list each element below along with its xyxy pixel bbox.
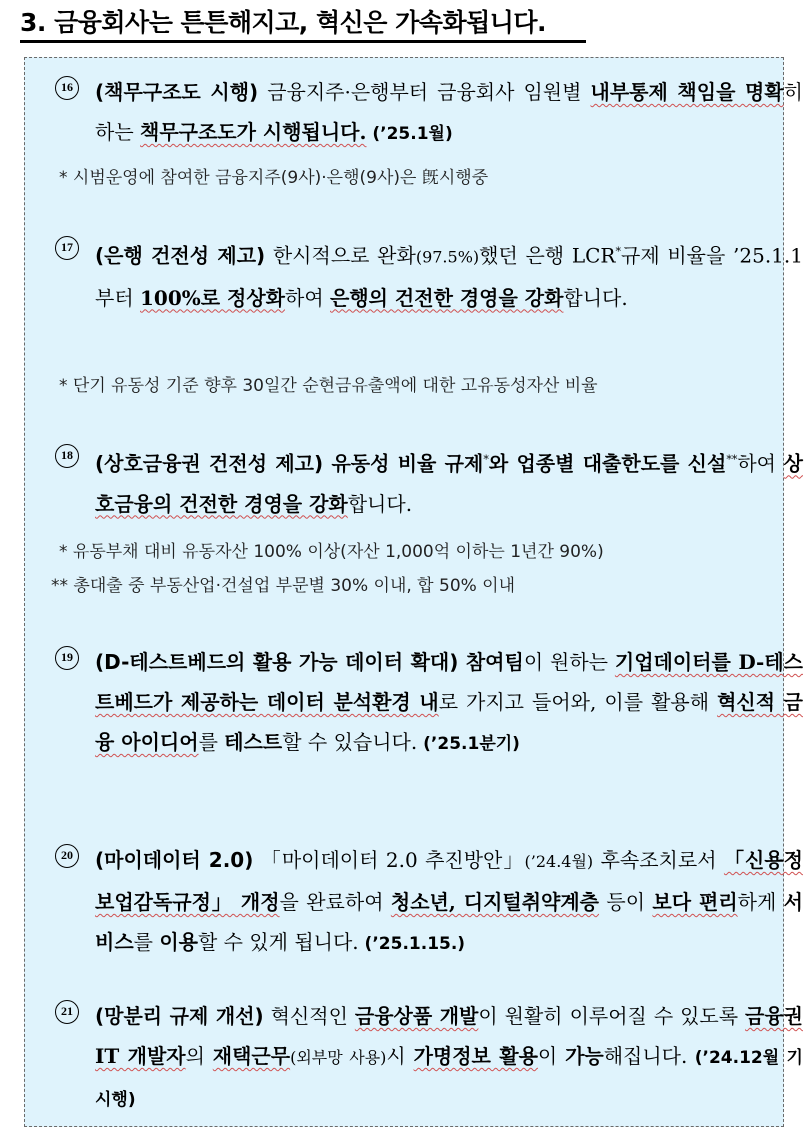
text: 할 수 있습니다. <box>282 730 418 754</box>
item-label: (상호금융권 건전성 제고) <box>95 451 324 476</box>
text: 을 완료하여 <box>279 890 391 914</box>
item-21-text <box>95 996 803 1120</box>
text: 합니다. <box>563 285 628 310</box>
note-16: * 시범운영에 참여한 금융지주(9사)·은행(9사)은 旣시행중 <box>59 168 489 188</box>
date: (’25.1.15.) <box>358 934 466 954</box>
date: (’24.12월 기시행) <box>95 1048 803 1110</box>
text: 이용 <box>159 930 198 954</box>
item-19 <box>55 642 803 764</box>
text: 시 <box>386 1044 414 1068</box>
item-16 <box>55 72 803 154</box>
text: 한시적으로 완화 <box>265 243 416 268</box>
note-18a: * 유동부채 대비 유동자산 100% 이상(자산 1,000억 이하는 1년간 90%) <box>59 542 604 562</box>
text: 금융상품 개발 <box>354 1004 479 1028</box>
circled-number: 19 <box>55 646 79 670</box>
text: 상호금융의 건전한 경영을 강화 <box>95 451 803 516</box>
circled-number: 18 <box>55 444 79 468</box>
footnote-mark: * <box>483 453 489 466</box>
text: 후속조치로서 <box>593 848 724 872</box>
text: 테스트 <box>224 730 283 754</box>
text: 등이 <box>599 890 653 914</box>
item-19-text <box>95 642 803 764</box>
item-18-text <box>95 440 803 524</box>
title-underline <box>20 40 586 43</box>
text: 이 원활히 이루어질 수 있도록 <box>478 1004 746 1028</box>
text: 로 가지고 들어와, 이를 활용해 <box>438 690 718 714</box>
text: 의 <box>185 1044 213 1068</box>
item-20-text <box>95 840 803 964</box>
text: 혁신적인 <box>263 1004 355 1028</box>
item-label: (망분리 규제 개선) <box>95 1004 264 1028</box>
text: 와 업종별 대출한도를 신설 <box>488 451 727 476</box>
item-17-text <box>95 232 803 318</box>
text: (97.5%) <box>415 247 480 267</box>
item-21 <box>55 996 803 1120</box>
text: (’24.4월) <box>524 852 594 871</box>
circled-number: 20 <box>55 844 79 868</box>
text: 100%로 정상화 <box>140 285 285 310</box>
note-18b: ** 총대출 중 부동산업·건설업 부문별 30% 이내, 합 50% 이내 <box>51 576 516 596</box>
text: 하여 <box>285 285 330 310</box>
item-17 <box>55 232 803 318</box>
circled-number: 17 <box>55 236 79 260</box>
text: 보다 편리 <box>652 890 738 914</box>
section-title: 3. 금융회사는 튼튼해지고, 혁신은 가속화됩니다. <box>20 8 547 37</box>
text: 「마이데이터 2.0 추진방안」 <box>253 848 525 872</box>
text: 할 수 있게 됩니다. <box>197 930 359 954</box>
circled-number: 16 <box>55 76 79 100</box>
note-17: * 단기 유동성 기준 향후 30일간 순현금유출액에 대한 고유동성자산 비율 <box>59 376 598 396</box>
content-box <box>24 57 803 1127</box>
date: (’25.1월) <box>366 124 453 144</box>
text: 했던 은행 LCR <box>479 243 616 268</box>
footnote-mark: ** <box>726 453 738 466</box>
item-label: (은행 건전성 제고) <box>95 243 266 268</box>
text: 하게 <box>737 890 784 914</box>
text: 를 <box>198 730 225 754</box>
text: 하여 <box>737 451 784 476</box>
text: 책무구조도가 시행됩니다. <box>140 120 367 144</box>
text: 유동성 비율 규제 <box>323 451 484 476</box>
text: 「신용정보업감독규정」 개정 <box>95 848 803 914</box>
text: 가명정보 활용 <box>413 1044 538 1068</box>
date: (’25.1분기) <box>417 734 520 754</box>
text: 규제 비율을 ’25.1.1부터 <box>95 243 803 310</box>
item-16-text <box>95 72 803 154</box>
text: 이 <box>537 1044 566 1068</box>
text: 이 원하는 <box>523 650 615 674</box>
text: 합니다. <box>347 491 413 516</box>
text: 혁신적 금융 아이디어 <box>95 690 803 754</box>
text: 가능 <box>565 1044 604 1068</box>
text: 참여팀 <box>458 650 524 674</box>
item-20 <box>55 840 803 964</box>
footnote-mark: * <box>615 245 621 258</box>
text: 금융지주·은행부터 금융회사 임원별 <box>258 80 591 104</box>
text: 해집니다. <box>603 1044 688 1068</box>
text: 청소년, 디지털취약계층 <box>390 890 600 914</box>
item-18 <box>55 440 803 524</box>
circled-number: 21 <box>55 1000 79 1024</box>
text: 히 하는 <box>95 80 803 144</box>
item-label: (D-테스트베드의 활용 가능 데이터 확대) <box>95 650 459 674</box>
text: 서비스 <box>95 890 803 954</box>
text: 내부통제 책임을 명확 <box>590 80 784 104</box>
text: 를 <box>133 930 160 954</box>
text: 재택근무 <box>212 1044 291 1068</box>
text: 금융권 IT 개발자 <box>95 1004 803 1068</box>
text: 은행의 건전한 경영을 강화 <box>330 285 564 310</box>
item-label: (책무구조도 시행) <box>95 80 259 104</box>
item-label: (마이데이터 2.0) <box>95 848 254 872</box>
text: (외부망 사용) <box>290 1048 387 1067</box>
text: 기업데이터를 D-테스트베드가 제공하는 데이터 분석환경 내 <box>95 650 803 714</box>
